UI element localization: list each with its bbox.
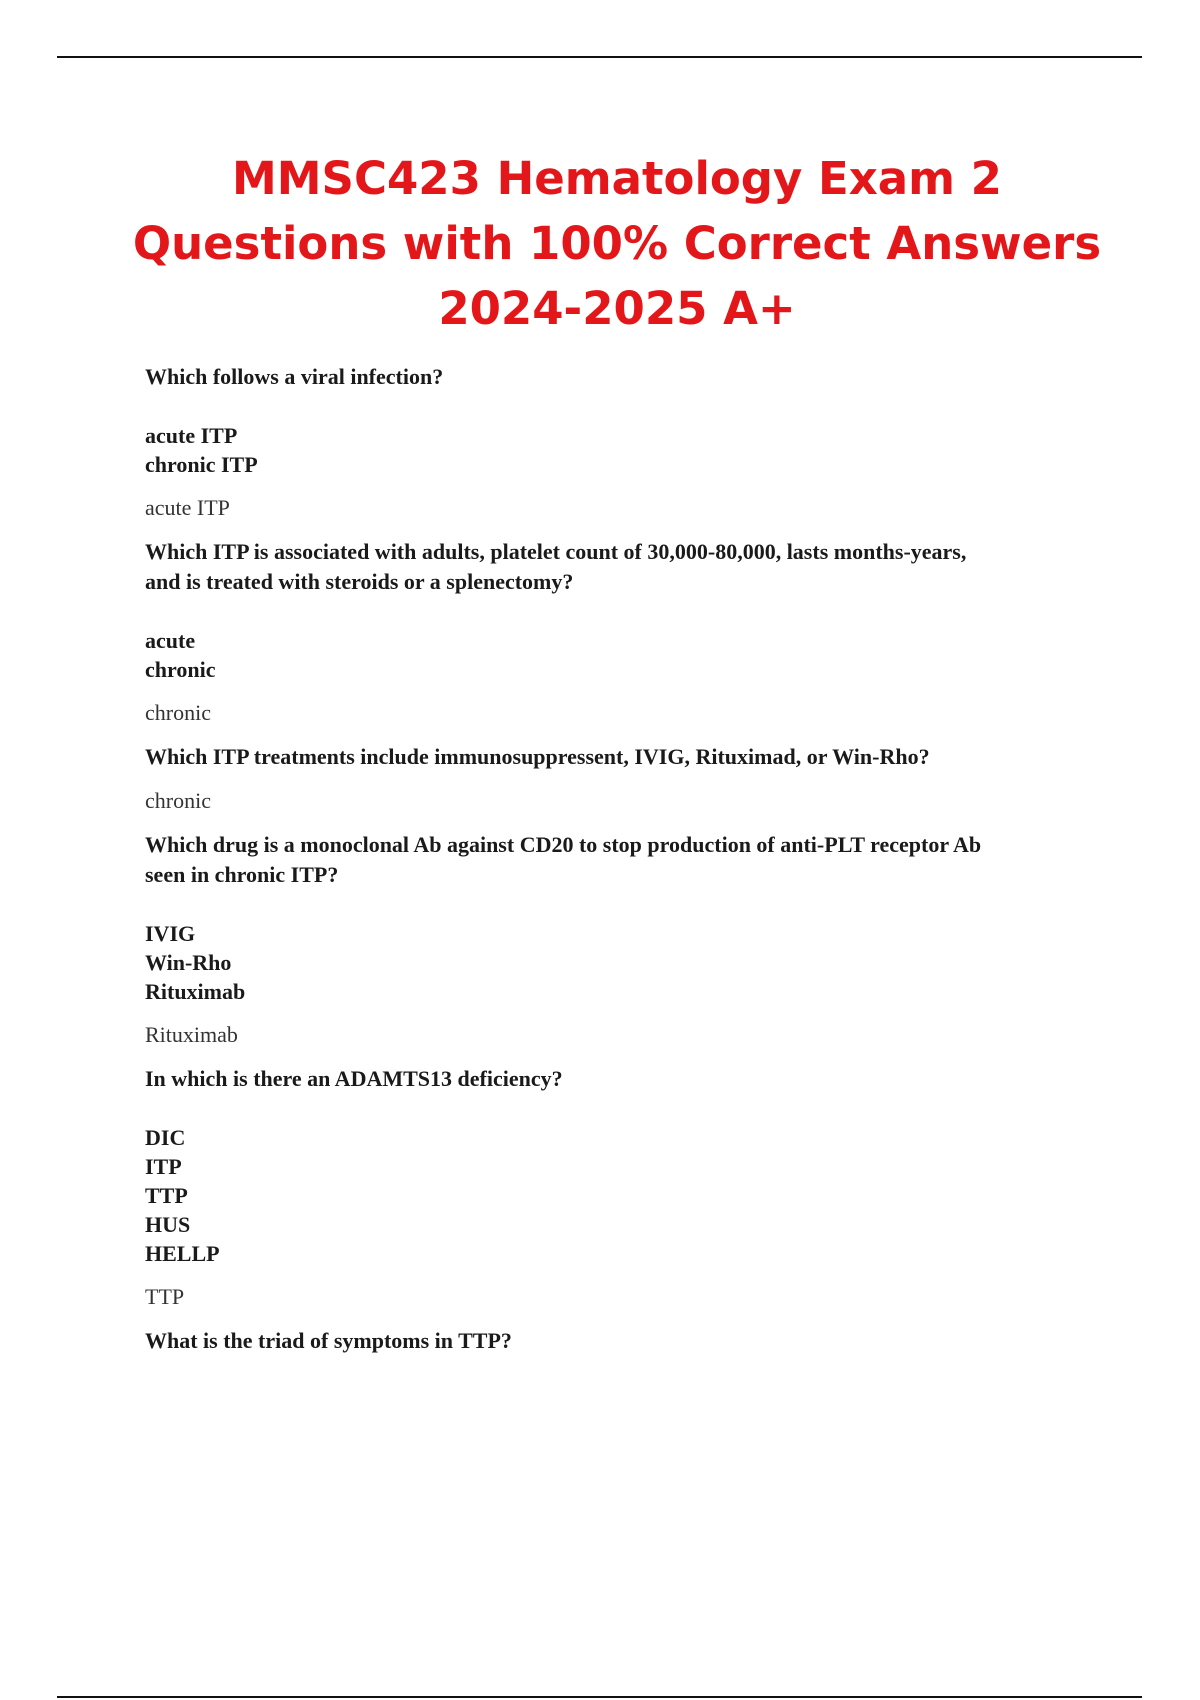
question: Which ITP treatments include immunosuppressent, IVIG, Rituximad, or Win-Rho? <box>145 744 930 769</box>
option: Rituximab <box>145 979 246 1004</box>
option: HUS <box>145 1212 191 1237</box>
qa-item <box>145 537 1085 728</box>
qa-item <box>145 830 1085 1050</box>
qa-item <box>145 362 1085 523</box>
question: In which is there an ADAMTS13 deficiency? <box>145 1066 563 1091</box>
answer: Rituximab <box>145 1022 238 1047</box>
options-list <box>145 421 1085 479</box>
option: HELLP <box>145 1241 220 1266</box>
option: ITP <box>145 1154 182 1179</box>
options-list <box>145 626 1085 684</box>
bottom-rule <box>57 1696 1142 1698</box>
title-line: Questions with 100% Correct Answers <box>132 217 1102 270</box>
option: chronic <box>145 657 216 682</box>
option: acute ITP <box>145 423 238 448</box>
qa-list <box>145 362 1085 1356</box>
option: DIC <box>145 1125 186 1150</box>
document-title <box>100 146 1134 341</box>
options-list <box>145 1123 1085 1268</box>
top-rule <box>57 56 1142 58</box>
option: acute <box>145 628 196 653</box>
qa-item <box>145 1326 1085 1356</box>
question: What is the triad of symptoms in TTP? <box>145 1328 512 1353</box>
answer: TTP <box>145 1284 185 1309</box>
title-line: MMSC423 Hematology Exam 2 <box>231 152 1002 205</box>
answer: chronic <box>145 700 211 725</box>
question: Which ITP is associated with adults, platelet count of 30,000-80,000, lasts months-years, and is treated with steroids or a splenectomy? <box>145 539 967 594</box>
option: TTP <box>145 1183 188 1208</box>
question: Which follows a viral infection? <box>145 364 444 389</box>
options-list <box>145 919 1085 1006</box>
answer: chronic <box>145 788 211 813</box>
qa-item <box>145 742 1085 816</box>
option: Win-Rho <box>145 950 232 975</box>
option: IVIG <box>145 921 196 946</box>
qa-item <box>145 1064 1085 1312</box>
title-line: 2024-2025 A+ <box>438 282 796 335</box>
answer: acute ITP <box>145 495 230 520</box>
question: Which drug is a monoclonal Ab against CD20 to stop production of anti-PLT receptor Ab seen in chronic ITP? <box>145 832 982 887</box>
option: chronic ITP <box>145 452 258 477</box>
